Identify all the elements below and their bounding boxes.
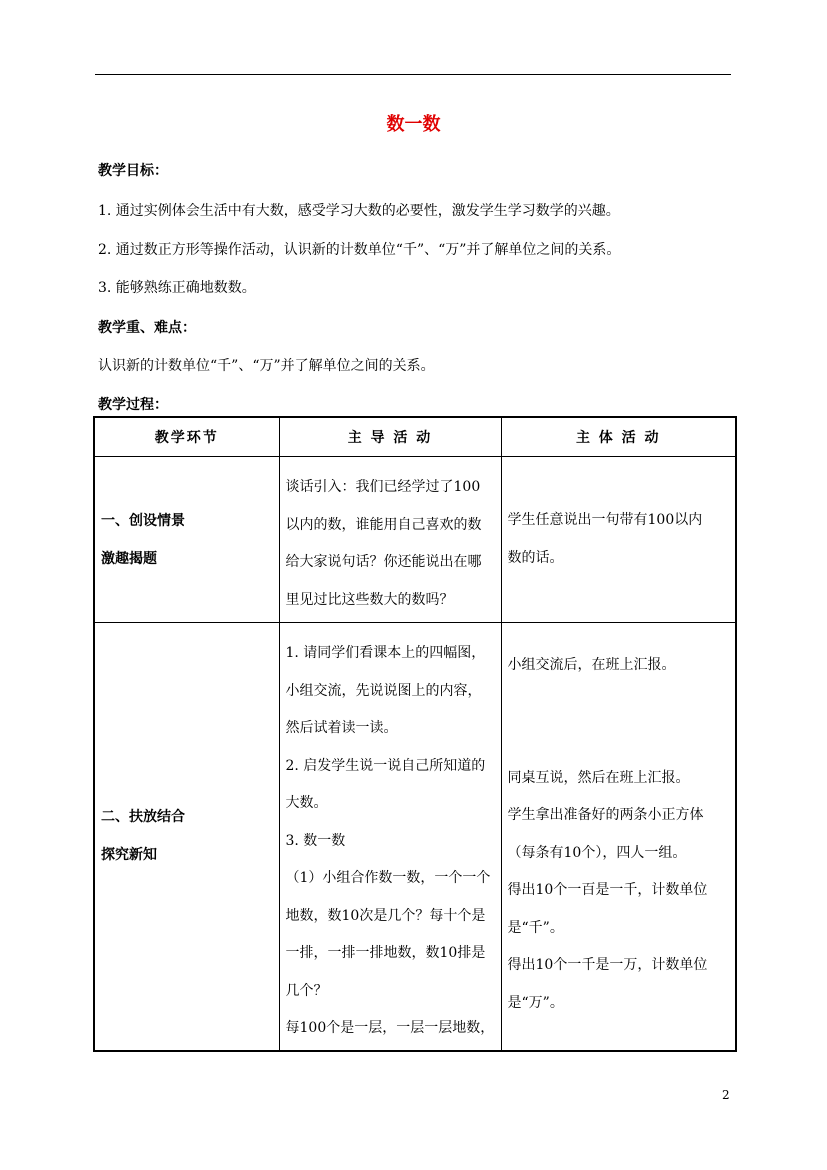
column-header: 主 导 活 动 [279, 417, 501, 457]
text-line: 1. 请同学们看课本上的四幅图， [285, 645, 486, 661]
document-title: 数一数 [386, 114, 441, 135]
goal-item: 1. 通过实例体会生活中有大数，感受学习大数的必要性，激发学生学习数学的兴趣。 [98, 203, 620, 219]
text-line: 是“万”。 [507, 994, 564, 1011]
text-line: 2. 启发学生说一说自己所知道的 [285, 757, 486, 774]
text-line: 每100个是一层，一层一层地数， [285, 1020, 495, 1036]
text-line: 是“千”。 [507, 919, 564, 936]
student-activity-cell [501, 623, 736, 1051]
text-line: 学生任意说出一句带有100以内 [507, 512, 703, 528]
text-line: 得出10个一千是一万，计数单位 [507, 957, 708, 973]
text-line: 谈话引入：我们已经学过了100 [285, 479, 481, 495]
table-header-row [94, 417, 736, 457]
column-header: 主 体 活 动 [501, 417, 736, 457]
text-line [508, 685, 730, 723]
stage-label: 激趣揭题 [101, 550, 157, 567]
text-line: 然后试着读一读。 [285, 720, 398, 736]
stage-label: 二、扶放结合 [101, 809, 185, 826]
text-line: 一排，一排一排地数，数10排是 [285, 945, 486, 961]
key-points-heading: 教学重、难点： [98, 320, 196, 336]
text-line: 大数。 [285, 795, 328, 811]
page-number: 2 [722, 1088, 730, 1102]
lead-activity-cell [279, 457, 501, 623]
stage-label: 一、创设情景 [101, 512, 185, 529]
text-line: （每条有10个），四人一组。 [507, 844, 687, 861]
student-activity-cell [501, 457, 736, 623]
text-line: 学生拿出准备好的两条小正方体 [507, 807, 704, 823]
table-row [94, 457, 736, 623]
text-line: 给大家说句话？你还能说出在哪 [285, 554, 482, 570]
stage-label: 探究新知 [101, 847, 157, 864]
text-line: 里见过比这些数大的数吗？ [285, 591, 454, 608]
teaching-process-table [93, 416, 737, 1052]
table-row [94, 623, 736, 1051]
stage-cell [94, 457, 279, 623]
text-line: 同桌互说，然后在班上汇报。 [507, 769, 690, 786]
header-rule [95, 74, 731, 75]
text-line: 几个？ [285, 982, 328, 999]
key-points-text: 认识新的计数单位“千”、“万”并了解单位之间的关系。 [98, 358, 435, 374]
text-line: 数的话。 [507, 549, 564, 566]
text-line: 3. 数一数 [285, 832, 346, 849]
text-line [508, 722, 730, 760]
stage-cell [94, 623, 279, 1051]
text-line: （1）小组合作数一数，一个一个 [285, 870, 491, 886]
process-heading: 教学过程： [98, 397, 168, 413]
text-line: 得出10个一百是一千，计数单位 [507, 882, 708, 898]
text-line: 小组交流，先说说图上的内容， [285, 682, 482, 699]
lead-activity-cell [279, 623, 501, 1051]
goal-item: 2. 通过数正方形等操作活动，认识新的计数单位“千”、“万”并了解单位之间的关系。 [98, 242, 621, 258]
goals-heading: 教学目标： [98, 163, 168, 179]
text-line: 小组交流后，在班上汇报。 [507, 657, 676, 673]
goal-item: 3. 能够熟练正确地数数。 [98, 280, 256, 296]
column-header: 教学环节 [94, 417, 279, 457]
text-line: 地数，数10次是几个？每十个是 [285, 907, 486, 924]
text-line: 以内的数，谁能用自己喜欢的数 [285, 516, 482, 533]
